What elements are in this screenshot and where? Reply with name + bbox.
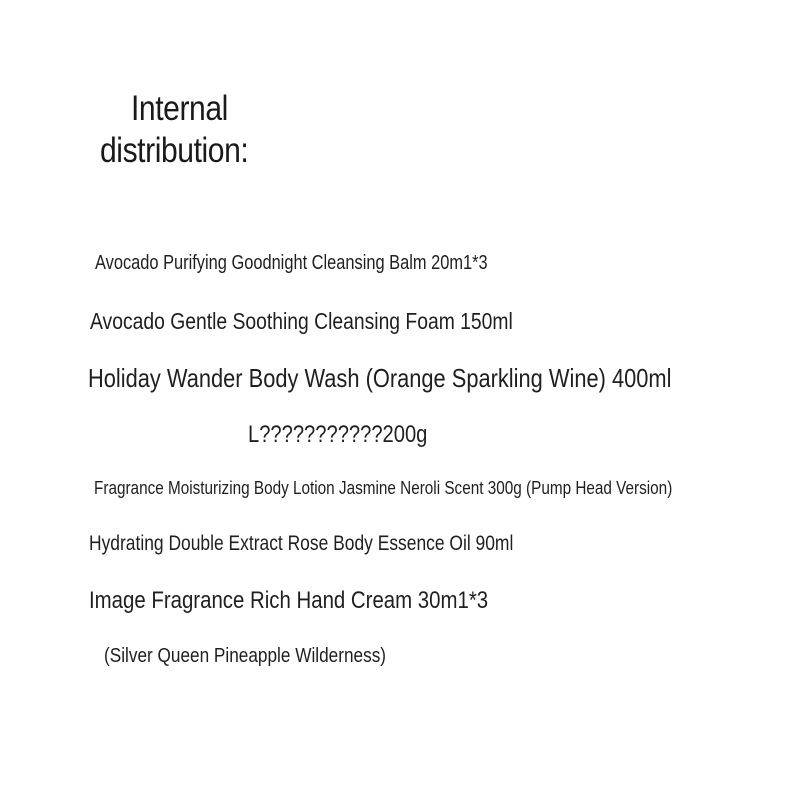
item-line: Hydrating Double Extract Rose Body Essence Oil 90ml <box>89 532 514 555</box>
title-line-1: Internal <box>130 89 228 128</box>
item-line: L???????????200g <box>248 421 428 448</box>
item-line: Fragrance Moisturizing Body Lotion Jasmine Neroli Scent 300g (Pump Head Version) <box>94 478 673 498</box>
item-line: Holiday Wander Body Wash (Orange Sparkling Wine) 400ml <box>88 363 672 393</box>
item-line: (Silver Queen Pineapple Wilderness) <box>104 645 387 667</box>
page-title <box>100 88 248 172</box>
item-line: Image Fragrance Rich Hand Cream 30m1*3 <box>89 587 489 614</box>
title-line-2: distribution: <box>100 131 249 170</box>
item-line: Avocado Purifying Goodnight Cleansing Balm 20m1*3 <box>95 252 488 274</box>
item-line: Avocado Gentle Soothing Cleansing Foam 150ml <box>90 308 513 334</box>
